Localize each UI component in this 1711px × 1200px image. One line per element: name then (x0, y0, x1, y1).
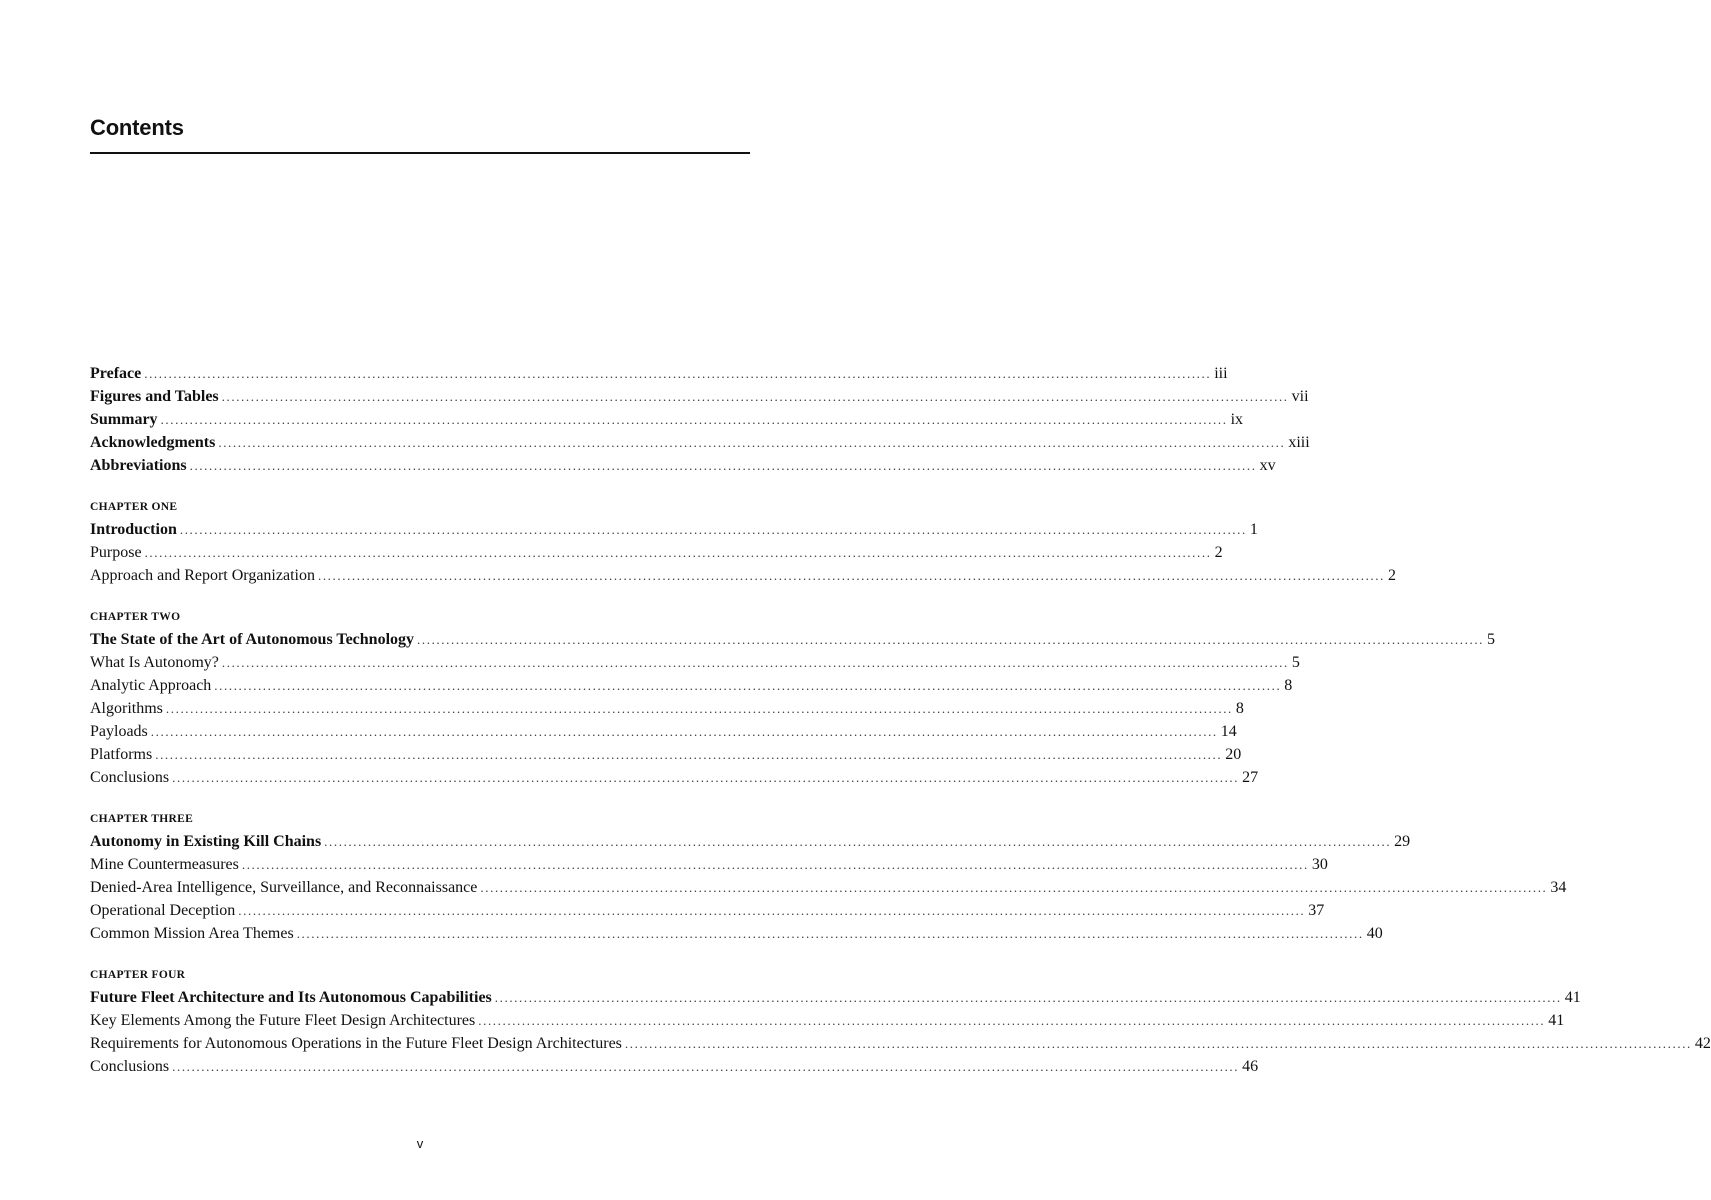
toc-entry-page: ix (1230, 411, 1244, 428)
dot-leader: ............................................................................................................................................................................................................................ (144, 545, 1212, 560)
toc-entry-page: 46 (1242, 1058, 1259, 1075)
dot-leader: ............................................................................................................................................................................................................................ (150, 724, 1218, 739)
toc-entry-label: Conclusions (90, 769, 170, 786)
chapter-three (90, 808, 1567, 945)
toc-entry-section[interactable] (90, 720, 1237, 743)
toc-entry-chapter-title[interactable] (90, 518, 1258, 541)
dot-leader: ............................................................................................................................................................................................................................ (296, 926, 1364, 941)
dot-leader: ............................................................................................................................................................................................................................ (189, 458, 1257, 473)
dot-leader: ............................................................................................................................................................................................................................ (144, 366, 1212, 381)
dot-leader: ............................................................................................................................................................................................................................ (160, 412, 1228, 427)
toc-entry-label: Operational Deception (90, 902, 236, 919)
toc-entry-page: 41 (1548, 1012, 1565, 1029)
toc-entry-label: Acknowledgments (90, 434, 216, 451)
toc-entry-section[interactable] (90, 743, 1242, 766)
toc-entry-section[interactable] (90, 541, 1223, 564)
toc-entry-label: What Is Autonomy? (90, 654, 219, 671)
toc-entry-label: Common Mission Area Themes (90, 925, 294, 942)
toc-entry-page: iii (1214, 365, 1228, 382)
toc-entry-summary[interactable] (90, 408, 1244, 431)
toc-entry-section[interactable] (90, 697, 1244, 720)
dot-leader: ............................................................................................................................................................................................................................ (238, 903, 1306, 918)
toc-entry-label: Algorithms (90, 700, 163, 717)
title-rule (90, 152, 750, 154)
toc-entry-page: 41 (1564, 989, 1581, 1006)
toc-entry-page: 27 (1242, 769, 1259, 786)
toc-entry-page: 8 (1235, 700, 1244, 717)
toc-entry-section[interactable] (90, 1032, 1711, 1055)
chapter-label: CHAPTER ONE (90, 501, 178, 513)
toc-entry-page: 29 (1394, 833, 1411, 850)
front-matter (90, 362, 1310, 477)
dot-leader: ............................................................................................................................................................................................................................ (317, 568, 1385, 583)
dot-leader: ............................................................................................................................................................................................................................ (179, 522, 1247, 537)
toc-entry-page: 20 (1225, 746, 1242, 763)
dot-leader: ............................................................................................................................................................................................................................ (218, 435, 1286, 450)
toc-entry-label: Mine Countermeasures (90, 856, 239, 873)
toc-entry-section[interactable] (90, 651, 1300, 674)
toc-entry-page: 40 (1366, 925, 1383, 942)
chapter-four (90, 964, 1711, 1078)
toc-entry-label: Platforms (90, 746, 153, 763)
toc-entry-chapter-title[interactable] (90, 628, 1496, 651)
dot-leader: ............................................................................................................................................................................................................................ (480, 880, 1548, 895)
table-of-contents (90, 362, 1711, 1078)
toc-entry-page: vii (1291, 388, 1309, 405)
toc-entry-section[interactable] (90, 1055, 1259, 1078)
toc-entry-section[interactable] (90, 922, 1383, 945)
toc-entry-label: Key Elements Among the Future Fleet Design Architectures (90, 1012, 476, 1029)
toc-entry-page: 34 (1550, 879, 1567, 896)
toc-entry-section[interactable] (90, 876, 1567, 899)
toc-entry-label: Approach and Report Organization (90, 567, 315, 584)
toc-entry-label: Autonomy in Existing Kill Chains (90, 833, 322, 850)
dot-leader: ............................................................................................................................................................................................................................ (494, 990, 1562, 1005)
toc-entry-page: 37 (1308, 902, 1325, 919)
toc-entry-label: Denied-Area Intelligence, Surveillance, and Reconnaissance (90, 879, 478, 896)
toc-entry-page: 2 (1214, 544, 1223, 561)
toc-entry-section[interactable] (90, 899, 1325, 922)
page-title: Contents (90, 115, 184, 140)
dot-leader: ............................................................................................................................................................................................................................ (221, 389, 1289, 404)
toc-entry-chapter-title[interactable] (90, 830, 1411, 853)
toc-entry-section[interactable] (90, 766, 1259, 789)
toc-entry-page: 5 (1291, 654, 1300, 671)
toc-entry-label: Payloads (90, 723, 148, 740)
toc-entry-label: Introduction (90, 521, 177, 538)
chapter-label: CHAPTER TWO (90, 611, 181, 623)
toc-entry-page: 30 (1311, 856, 1328, 873)
dot-leader: ............................................................................................................................................................................................................................ (324, 834, 1392, 849)
chapter-label: CHAPTER FOUR (90, 969, 186, 981)
toc-entry-label: Analytic Approach (90, 677, 212, 694)
toc-entry-page: 42 (1694, 1035, 1711, 1052)
dot-leader: ............................................................................................................................................................................................................................ (241, 857, 1309, 872)
toc-entry-label: Conclusions (90, 1058, 170, 1075)
page-number: v (416, 1136, 424, 1151)
dot-leader: ............................................................................................................................................................................................................................ (417, 632, 1485, 647)
toc-entry-section[interactable] (90, 1009, 1565, 1032)
toc-entry-page: 8 (1284, 677, 1293, 694)
toc-entry-acknowledgments[interactable] (90, 431, 1310, 454)
chapter-label: CHAPTER THREE (90, 813, 194, 825)
toc-entry-abbreviations[interactable] (90, 454, 1276, 477)
dot-leader: ............................................................................................................................................................................................................................ (478, 1013, 1546, 1028)
dot-leader: ............................................................................................................................................................................................................................ (214, 678, 1282, 693)
toc-entry-chapter-title[interactable] (90, 986, 1581, 1009)
dot-leader: ............................................................................................................................................................................................................................ (172, 1059, 1240, 1074)
chapter-two (90, 606, 1496, 789)
toc-entry-label: Preface (90, 365, 142, 382)
toc-entry-page: xiii (1288, 434, 1310, 451)
toc-entry-page: 5 (1487, 631, 1496, 648)
toc-entry-section[interactable] (90, 674, 1293, 697)
toc-entry-label: Future Fleet Architecture and Its Autonomous Capabilities (90, 989, 492, 1006)
toc-entry-page: 1 (1249, 521, 1258, 538)
toc-entry-page: 2 (1387, 567, 1396, 584)
dot-leader: ............................................................................................................................................................................................................................ (221, 655, 1289, 670)
toc-entry-section[interactable] (90, 564, 1396, 587)
toc-entry-label: Abbreviations (90, 457, 187, 474)
toc-entry-page: xv (1259, 457, 1276, 474)
toc-entry-label: The State of the Art of Autonomous Technology (90, 631, 415, 648)
toc-entry-label: Summary (90, 411, 158, 428)
dot-leader: ............................................................................................................................................................................................................................ (624, 1036, 1692, 1051)
toc-entry-preface[interactable] (90, 362, 1228, 385)
toc-entry-figures-and-tables[interactable] (90, 385, 1309, 408)
toc-entry-label: Requirements for Autonomous Operations in the Future Fleet Design Architectures (90, 1035, 622, 1052)
toc-entry-label: Purpose (90, 544, 142, 561)
chapter-one (90, 496, 1396, 587)
dot-leader: ............................................................................................................................................................................................................................ (155, 747, 1223, 762)
dot-leader: ............................................................................................................................................................................................................................ (172, 770, 1240, 785)
toc-entry-label: Figures and Tables (90, 388, 219, 405)
toc-entry-section[interactable] (90, 853, 1328, 876)
dot-leader: ............................................................................................................................................................................................................................ (165, 701, 1233, 716)
toc-entry-page: 14 (1220, 723, 1237, 740)
